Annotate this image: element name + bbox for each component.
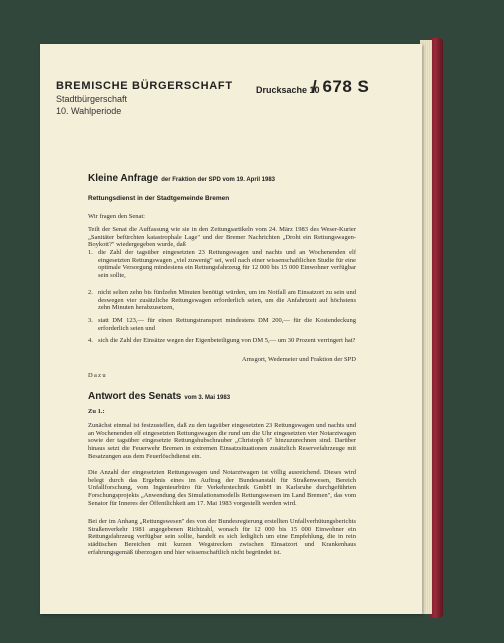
question-number: 4. xyxy=(88,337,93,344)
parliament-chamber: Stadtbürgerschaft xyxy=(56,94,128,104)
anfrage-title: Kleine Anfrage xyxy=(88,173,159,184)
dazu-label: Dazu xyxy=(88,372,107,379)
anfrage-subtitle: der Fraktion der SPD vom 19. April 1983 xyxy=(161,177,276,183)
question-text: statt DM 123,— für einen Rettungstransport mindestens DM 200,— für die Kostendeckung erforderlich seien und xyxy=(98,317,356,332)
antwort-subtitle: vom 3. Mai 1983 xyxy=(184,395,231,401)
question-number: 2. xyxy=(88,289,93,296)
answer-paragraph: Zunächst einmal ist festzustellen, daß zu den tagsüber eingesetzten 23 Rettungswagen und nachts und an Wochenenden elf eingesetzten Rettungswagen die rund um die Uhr eingesetzten vier Notarztwagen sowie der tagsüber eingesetzte Rettungshubschrauber „Christoph 6" hinzuzurechnen sind. Darüber hinaus setzt die Feuerwehr Bremen in extremen Einsatzsituationen zusätzlich Reservefahrzeuge mit Besatzungen aus dem Feuerlöschdienst ein. xyxy=(88,422,356,460)
question-number: 3. xyxy=(88,317,93,324)
question-number: 1. xyxy=(88,249,93,256)
question-item xyxy=(88,249,356,280)
drucksache-label: Drucksache 10 xyxy=(256,85,320,95)
antwort-heading xyxy=(88,386,230,404)
anfrage-heading xyxy=(88,168,275,186)
parliament-name: BREMISCHE BÜRGERSCHAFT xyxy=(56,80,233,92)
question-text: sich die Zahl der Einsätze wegen der Eigenbeteiligung von DM 5,— um 30 Prozent verringert hat? xyxy=(98,337,356,344)
anfrage-lead: Teilt der Senat die Auffassung wie sie in den Zeitungsartikeln vom 24. März 1983 des Weser-Kurier „Sanitäter befürchten katastrophale Lage" und der Bremer Nachrichten „Droht ein Rettungswagen-Boykott?" wiedergegeben wurde, daß xyxy=(88,226,356,249)
answer-paragraph: Bei der im Anhang „Rettungswesen" des von der Bundesregierung erstellten Unfallverhütungsberichts Straßenverkehr 1981 angegebenen Richtzahl, wonach für 12 000 bis 15 000 Einwohner ein Rettungsfahrzeug verfügbar sein sollte, handelt es sich lediglich um eine Empfehlung, die in rein städtischen Bereichen mit kurzen Wegstrecken zwischen Einsatzort und Krankenhaus erfahrungsgemäß überzogen und hier wissenschaftlich nicht begründet ist. xyxy=(88,518,356,556)
antwort-title: Antwort des Senats xyxy=(88,391,182,402)
question-item xyxy=(88,337,356,345)
answer-paragraph: Die Anzahl der eingesetzten Rettungswagen und Notarztwagen ist völlig ausreichend. Dieses wird belegt durch das Ergebnis eines im Auftrag der Bundesanstalt für Straßenwesen, Bereich Unfallforschung, vom Ingenieurbüro für Verkehrstechnik GmbH in Karlsruhe durchgeführten Forschungsprojekts „Anwendung des Simulationsmodells Rettungswesen im Land Bremen", das vom Senator für Inneres der Öffentlichkeit am 17. Mai 1983 vorgestellt werden wird. xyxy=(88,469,356,507)
legislative-period: 10. Wahlperiode xyxy=(56,106,122,116)
document-page xyxy=(40,44,422,614)
answer-section-label: Zu 1.: xyxy=(88,408,105,415)
question-item xyxy=(88,289,356,312)
question-text: die Zahl der tagsüber eingesetzten 23 Rettungswagen und nachts und an Wochenenden elf eingesetzten Rettungswagen „viel zuwenig" sei, weil nach einer wissenschaftlichen Studie für eine optimale Versorgung mindestens ein Rettungsfahrzeug für 12 000 bis 15 000 Einwohner verfügbar sein sollte, xyxy=(98,249,356,280)
anfrage-topic: Rettungsdienst in der Stadtgemeinde Bremen xyxy=(88,195,230,202)
question-text: nicht selten zehn bis fünfzehn Minuten benötigt würden, um im Notfall am Einsatzort zu sein und deswegen vier zusätzliche Rettungswagen erforderlich seien, um die Anfahrtzeit auf höchstens zehn Minuten herabzusetzen, xyxy=(98,289,356,312)
drucksache-number: / 678 S xyxy=(312,77,370,96)
question-item xyxy=(88,317,356,332)
anfrage-intro: Wir fragen den Senat: xyxy=(88,213,145,220)
anfrage-signature: Arnsgort, Wedemeier und Fraktion der SPD xyxy=(241,356,356,363)
